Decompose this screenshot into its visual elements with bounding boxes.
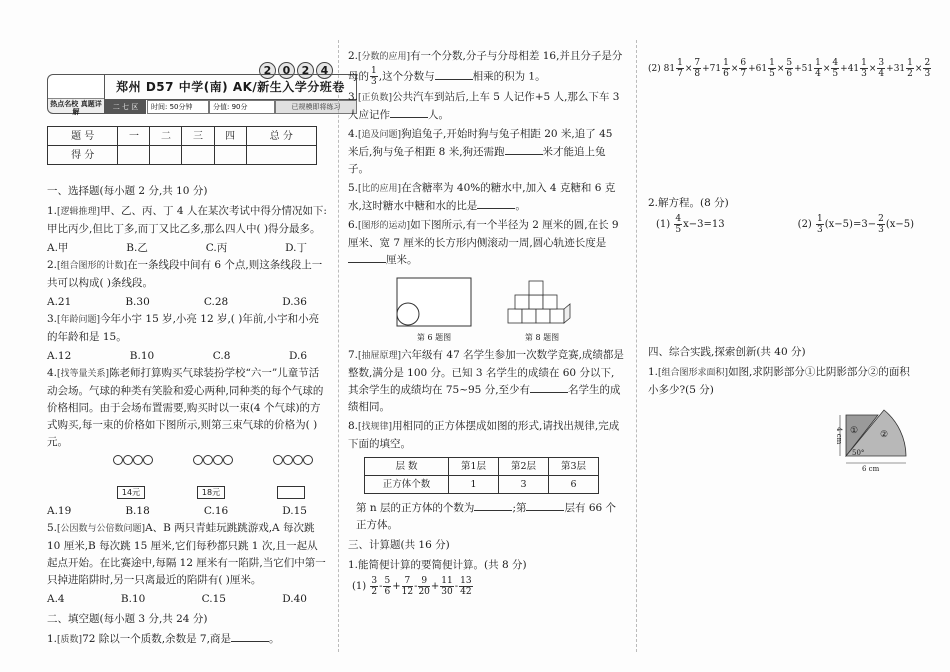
answer-blank[interactable] <box>231 632 269 642</box>
equation-2: (2) $\frac{1}{3}$ (x−5)=3− $\frac{2}{3}$ (x−5) <box>797 214 914 235</box>
score-cell[interactable] <box>118 146 150 165</box>
fill-7: 7.[抽屉原理]六年级有 47 名学生参加一次数学竞赛,成绩都是整数,满分是 100 分。已知 3 名学生的成绩在 60 分以下,其余学生的成绩均在 75~95 分,至少有 名学生的成绩相同。 <box>348 349 624 413</box>
score-table: 题 号 一 二 三 四 总 分 得 分 <box>47 126 317 165</box>
fill-8-blanks: 第 n 层的正方体的个数为 ;第 层有 66 个正方体。 <box>356 502 617 531</box>
score-cell[interactable] <box>246 146 316 165</box>
fill-1: 1.[质数]72 除以一个质数,余数是 7,商是 。 <box>47 633 280 645</box>
equation-1: (1) $\frac{4}{5}$ x−3=13 <box>656 214 725 235</box>
answer-blank[interactable] <box>390 108 428 118</box>
layers-table: 层 数 第1层 第2层 第3层 正方体个数 1 3 6 <box>364 457 599 494</box>
options-2: A.21 B.30 C.28 D.36 <box>47 296 307 308</box>
section-heading: 一、选择题(每小题 2 分,共 10 分) <box>47 185 208 197</box>
cube-stack-figure <box>504 277 580 327</box>
balloon-bunch-2: 18元 <box>191 455 235 499</box>
fraction: $\frac{1}{3}$ <box>371 66 377 87</box>
calc-1-heading: 1.能简便计算的要简便计算。(共 8 分) <box>348 559 527 571</box>
question-1: 1.[逻辑推理]甲、乙、丙、丁 4 人在某次考试中得分情况如下:甲比丙少,但比丁多,而丁又比乙多,那么四人中( )得分最多。 <box>47 205 327 235</box>
options-1: A.甲 B.乙 C.丙 D.丁 <box>47 242 307 254</box>
exam-title: 郑州 D57 中学(南) AK/新生入学分班卷 <box>105 74 357 100</box>
fill-3: 3.[正负数]公共汽车到站后,上车 5 人记作+5 人,那么下车 3 人应记作 人。 <box>348 91 620 121</box>
fill-8: 8.[找规律]用相同的正方体摆成如图的形式,请找出规律,完成下面的填空。 <box>348 420 620 450</box>
answer-blank[interactable] <box>477 199 515 209</box>
answer-blank[interactable] <box>526 501 564 511</box>
rectangle-circle-figure <box>396 277 472 327</box>
answer-blank[interactable] <box>348 253 386 263</box>
answer-blank[interactable] <box>474 501 512 511</box>
exam-header <box>47 44 345 122</box>
score-cell[interactable] <box>150 146 182 165</box>
school-logo: 热点名校 真题详解 <box>47 74 105 114</box>
exam-info-bar: 二 七 区 时间: 50分钟 分值: 90分 已规模即将练习 <box>105 100 357 114</box>
question-2: 2.[组合图形的计数]在一条线段中间有 6 个点,则这条线段上一共可以构成( )条线段。 <box>47 259 323 289</box>
calc-1b: (2) 81 $\frac{1}{7}$ × $\frac{7}{8}$ +71 $\frac{1}{6}$ × $\frac{6}{7}$ +61 $\frac{1}{5}$ × $\frac{5}{6}$ +51 $\frac{1}{4}$ × $\frac{4}{5}$ +41 $\frac{1}{3}$ × $\frac{3}{4}$ +31 $\frac{1}{2}$ × $\frac{2}{3}$ <box>648 58 931 79</box>
answer-blank[interactable] <box>505 145 543 155</box>
question-5: 5.[公因数与公倍数问题]A、B 两只青蛙玩跳跳游戏,A 每次跳 10 厘米,B 每次跳 15 厘米,它们每秒都只跳 1 次,且一起从起点开始。在比赛途中,每隔 12 厘米有一陷阱,当它们中第一只掉进陷阱时,另一只离最近的陷阱有( )厘米。 <box>47 522 326 586</box>
shaded-area-figure: ① ② 4 cm 6 cm 50° <box>836 401 918 471</box>
balloon-figure <box>111 455 327 499</box>
answer-blank[interactable] <box>435 70 473 80</box>
column-divider <box>338 40 339 652</box>
column-3 <box>648 58 931 473</box>
question-4: 4.[找等量关系]陈老师打算购买气球装扮学校“六一”儿童节活动会场。气球的种类有笑脸和爱心两种,同种类的每个气球的价格相同。由于会场布置需要,购买时以一束(4 个气球)的方式购买,每一束的价格如下图所示,则第三束气球的价格为( )元。 <box>47 367 324 448</box>
practice-1: 1.[组合图形求面积]如图,求阴影部分①比阴影部分②的面积小多少?(5 分) <box>648 366 910 396</box>
options-4: A.19 B.18 C.16 D.15 <box>47 505 307 517</box>
column-1 <box>47 44 345 651</box>
column-2 <box>348 48 624 599</box>
score-cell[interactable] <box>182 146 214 165</box>
options-3: A.12 B.10 C.8 D.6 <box>47 350 307 362</box>
question-3: 3.[年龄问题]今年小宇 15 岁,小亮 12 岁,( )年前,小宇和小亮的年龄和是 15。 <box>47 313 320 343</box>
section-heading: 四、综合实践,探索创新(共 40 分) <box>648 346 806 358</box>
fill-4: 4.[追及问题]狗追兔子,开始时狗与兔子相距 20 米,追了 45 米后,狗与兔子相距 8 米,狗还需跑 米才能追上兔子。 <box>348 128 613 175</box>
fill-5: 5.[比的应用]在含糖率为 40%的糖水中,加入 4 克糖和 6 克水,这时糖水中糖和水的比是 。 <box>348 182 616 212</box>
answer-blank[interactable] <box>530 383 568 393</box>
equation-heading: 2.解方程。(8 分) <box>648 197 729 209</box>
year-badge: 2 0 2 4 <box>259 62 333 79</box>
column-divider <box>636 40 637 652</box>
fill-6: 6.[图形的运动]如下图所示,有一个半径为 2 厘米的圆,在长 9 厘米、宽 7 厘米的长方形内侧滚动一周,圆心轨迹长度是厘米。 <box>348 219 619 266</box>
section-heading: 三、计算题(共 16 分) <box>348 539 450 551</box>
balloon-bunch-3 <box>271 455 315 499</box>
calc-1a: (1) $\frac{3}{2}$ - $\frac{5}{6}$ + $\frac{7}{12}$ - $\frac{9}{20}$ + $\frac{11}{30}$ - $\frac{13}{42}$ <box>352 576 472 597</box>
equations <box>648 214 918 235</box>
balloon-bunch-1: 14元 <box>111 455 155 499</box>
fill-2: 2.[分数的应用]有一个分数,分子与分母相差 16,并且分子是分母的 $\frac{1}{3}$ ,这个分数与 相乘的积为 1。 <box>348 50 623 87</box>
score-cell[interactable] <box>214 146 246 165</box>
section-heading: 二、填空题(每小题 3 分,共 24 分) <box>47 613 208 625</box>
options-5: A.4 B.10 C.15 D.40 <box>47 593 307 605</box>
figures-6-8: 第 6 题图 第 8 题图 <box>396 277 624 343</box>
